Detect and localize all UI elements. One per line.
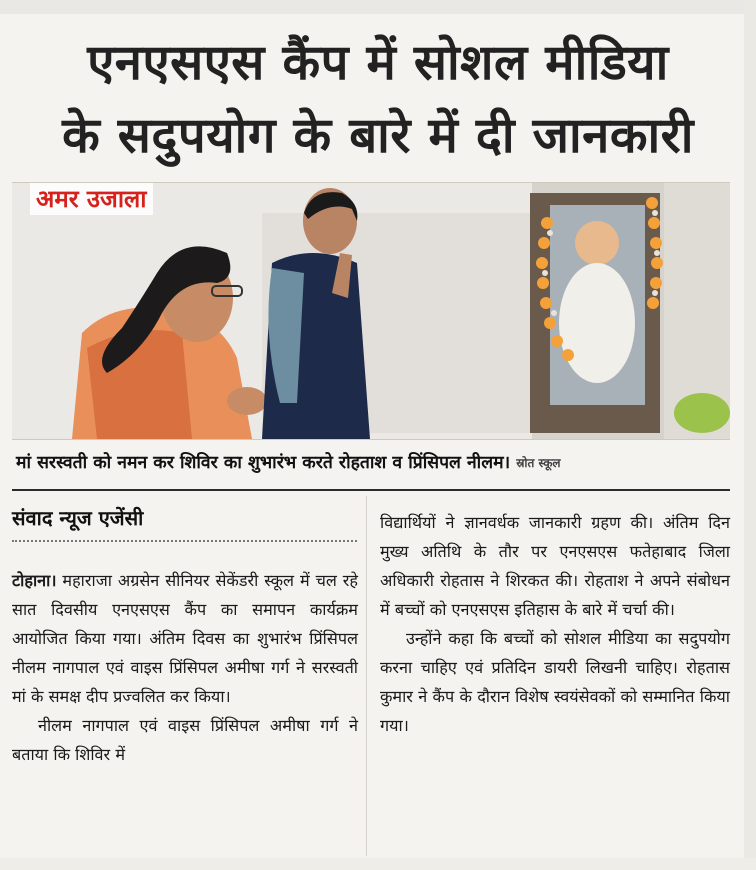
- article-column-right: [380, 508, 730, 740]
- headline: [14, 26, 742, 172]
- paragraph: नीलम नागपाल एवं वाइस प्रिंसिपल अमीषा गर्ग ने बताया कि शिविर में: [12, 716, 358, 764]
- headline-line-2: के सदुपयोग के बारे में दी जानकारी: [62, 107, 694, 164]
- caption-text: मां सरस्वती को नमन कर शिविर का शुभारंभ करते रोहताश व प्रिंसिपल नीलम।: [16, 453, 511, 473]
- paragraph: उन्होंने कहा कि बच्चों को सोशल मीडिया का सदुपयोग करना चाहिए एवं प्रतिदिन डायरी लिखनी चाहिए। रोहतास कुमार ने कैंप के दौरान विशेष स्वयंसेवकों को सम्मानित किया गया।: [380, 629, 730, 735]
- byline-rule: [12, 540, 357, 542]
- page-edge: [744, 0, 756, 870]
- top-margin-strip: [0, 0, 756, 14]
- paragraph-text: महाराजा अग्रसेन सीनियर सेकेंडरी स्कूल में चल रहे सात दिवसीय एनएसएस कैंप का समापन कार्यक्रम आयोजित किया गया। अंतिम दिवस का शुभारंभ प्रिंसिपल नीलम नागपाल एवं वाइस प्रिंसिपल अमीषा गर्ग ने सरस्वती मां के समक्ष दीप प्रज्वलित कर किया।: [12, 571, 358, 706]
- photo-caption: [12, 442, 734, 482]
- caption-divider: [12, 489, 730, 491]
- paragraph: विद्यार्थियों ने ज्ञानवर्धक जानकारी ग्रहण की। अंतिम दिन मुख्य अतिथि के तौर पर एनएसएस फतेहाबाद जिला अधिकारी रोहतास ने शिरकत की। रोहताश ने अपने संबोधन में बच्चों को एनएसएस इतिहास के बारे में चर्चा की।: [380, 513, 730, 619]
- news-photo-illustration: [12, 183, 730, 439]
- article-column-left: [12, 566, 358, 769]
- photo-credit: स्रोत स्कूल: [516, 455, 561, 470]
- brand-watermark: अमर उजाला: [30, 183, 153, 215]
- bottom-margin: [0, 858, 756, 870]
- news-photo: [12, 182, 730, 440]
- headline-line-1: एनएसएस कैंप में सोशल मीडिया: [87, 34, 669, 91]
- column-divider: [366, 496, 367, 856]
- byline: संवाद न्यूज एजेंसी: [12, 506, 144, 530]
- paragraph: [12, 566, 358, 711]
- dateline: टोहाना।: [12, 571, 57, 590]
